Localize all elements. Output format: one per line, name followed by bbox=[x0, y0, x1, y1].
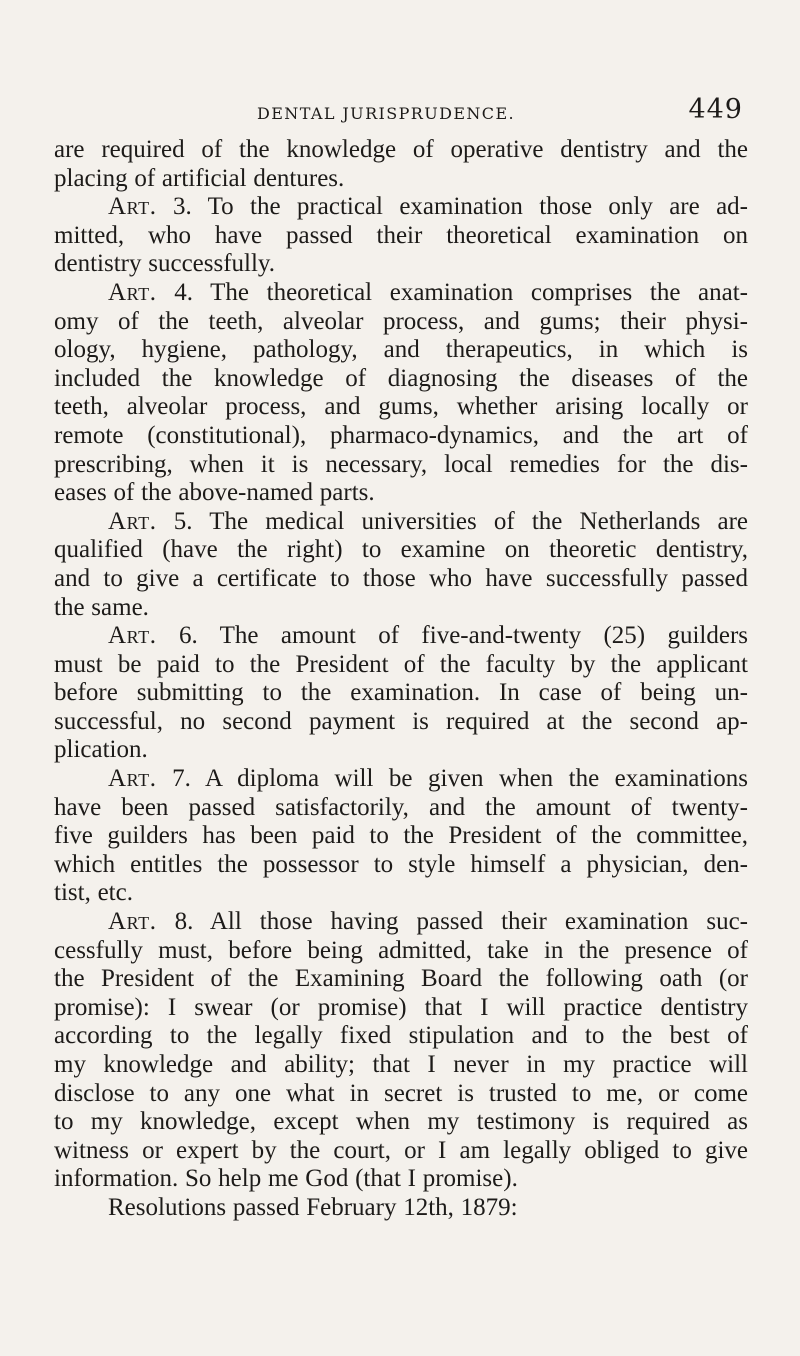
text-line: dentistry successfully. bbox=[54, 250, 276, 278]
text-line: to my knowledge, except when my testimony is required as bbox=[54, 1108, 748, 1136]
text-line: successful, no second payment is required at the second ap- bbox=[54, 707, 748, 735]
text-line: remote (constitutional), pharmaco-dynamics, and the art of bbox=[54, 421, 748, 449]
text-line: plication. bbox=[54, 736, 148, 764]
text-line: according to the legally fixed stipulation and to the best of bbox=[54, 1022, 748, 1050]
article-6-start: Art. 6. The amount of five-and-twenty (25) guilders bbox=[108, 622, 748, 650]
article-label: Art. bbox=[108, 193, 157, 221]
text-line: cessfully must, before being admitted, take in the presence of bbox=[54, 936, 748, 964]
text-line: and to give a certificate to those who have successfully passed bbox=[54, 564, 748, 592]
running-head: DENTAL JURISPRUDENCE. bbox=[257, 104, 516, 123]
text-line: my knowledge and ability; that I never in my practice will bbox=[54, 1051, 748, 1078]
resolutions-line: Resolutions passed February 12th, 1879: bbox=[108, 1193, 518, 1221]
article-8-start: Art. 8. All those having passed their examination suc- bbox=[108, 908, 748, 936]
text-line: must be paid to the President of the faculty by the applicant bbox=[54, 650, 748, 678]
text-line: mitted, who have passed their theoretical examination on bbox=[54, 221, 748, 249]
text-line: five guilders has been paid to the President of the committee, bbox=[54, 822, 748, 850]
article-4-start: Art. 4. The theoretical examination comprises the anat- bbox=[108, 278, 748, 306]
page-header bbox=[55, 96, 755, 136]
text-line: placing of artificial dentures. bbox=[54, 164, 345, 192]
text-line: before submitting to the examination. In case of being un- bbox=[54, 679, 748, 707]
article-label: Art. bbox=[108, 278, 157, 306]
article-5-start: Art. 5. The medical universities of the Netherlands are bbox=[108, 507, 748, 535]
text-line: included the knowledge of diagnosing the diseases of the bbox=[54, 364, 748, 392]
text-line: ology, hygiene, pathology, and therapeutics, in which is bbox=[54, 336, 748, 364]
article-label: Art. bbox=[108, 908, 157, 936]
text-line: information. So help me God (that I promise). bbox=[54, 1165, 518, 1193]
text-line: the same. bbox=[54, 593, 149, 621]
article-7-start: Art. 7. A diploma will be given when the examinations bbox=[108, 765, 748, 793]
text-line: qualified (have the right) to examine on theoretic dentistry, bbox=[54, 536, 748, 564]
page-number: 449 bbox=[688, 94, 743, 125]
article-label: Art. bbox=[108, 765, 157, 793]
text-line: prescribing, when it is necessary, local remedies for the dis- bbox=[54, 450, 748, 478]
text-line: omy of the teeth, alveolar process, and gums; their physi- bbox=[54, 307, 748, 335]
text-line: are required of the knowledge of operative dentistry and the bbox=[54, 136, 748, 163]
text-line: eases of the above-named parts. bbox=[54, 479, 375, 507]
text-line: the President of the Examining Board the following oath (or bbox=[54, 965, 748, 993]
article-3-start: Art. 3. To the practical examination those only are ad- bbox=[108, 193, 748, 221]
text-line: promise): I swear (or promise) that I will practice dentistry bbox=[54, 993, 748, 1021]
text-line: witness or expert by the court, or I am legally obliged to give bbox=[54, 1136, 748, 1164]
article-label: Art. bbox=[108, 622, 157, 650]
text-line: teeth, alveolar process, and gums, whether arising locally or bbox=[54, 393, 748, 421]
text-line: disclose to any one what in secret is trusted to me, or come bbox=[54, 1079, 748, 1107]
text-line: which entitles the possessor to style himself a physician, den- bbox=[54, 850, 748, 878]
text-line: tist, etc. bbox=[54, 879, 133, 907]
body-text bbox=[54, 136, 748, 1223]
text-line: have been passed satisfactorily, and the amount of twenty- bbox=[54, 793, 748, 821]
article-label: Art. bbox=[108, 507, 157, 535]
